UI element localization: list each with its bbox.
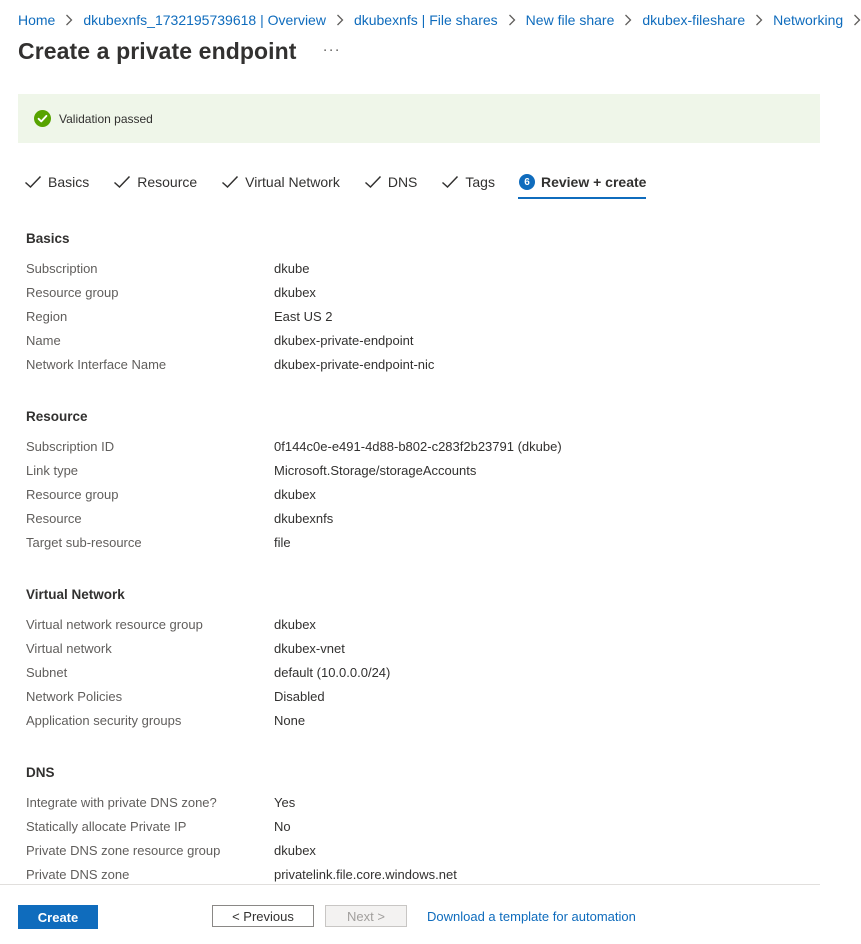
download-template-link[interactable]: Download a template for automation (427, 909, 636, 924)
create-button[interactable]: Create (18, 905, 98, 929)
row-value: default (10.0.0.0/24) (274, 665, 391, 680)
row-label: Statically allocate Private IP (26, 819, 187, 834)
tab-label: Tags (465, 174, 495, 190)
row-label: Private DNS zone resource group (26, 843, 221, 858)
row-value: None (274, 713, 306, 728)
checkmark-icon (441, 175, 459, 189)
breadcrumb-home[interactable]: Home (18, 12, 56, 28)
row-label: Network Policies (26, 689, 123, 704)
summary-row (26, 709, 390, 733)
previous-button[interactable]: < Previous (212, 905, 314, 927)
summary-row (26, 257, 434, 281)
row-label: Private DNS zone (26, 867, 130, 882)
row-label: Subnet (26, 665, 68, 680)
tab-basics[interactable] (24, 170, 89, 194)
success-check-icon (34, 110, 51, 127)
checkmark-icon (113, 175, 131, 189)
row-label: Resource group (26, 285, 119, 300)
chevron-right-icon (336, 14, 344, 26)
tab-label: Resource (137, 174, 198, 190)
row-value: Yes (274, 795, 296, 810)
summary-row (26, 483, 562, 507)
validation-banner (18, 94, 820, 143)
chevron-right-icon (508, 14, 516, 26)
tab-label: Basics (48, 174, 90, 190)
chevron-right-icon (755, 14, 763, 26)
tab-tags[interactable] (441, 170, 495, 194)
summary-row (26, 791, 457, 815)
tab-label: DNS (387, 174, 418, 190)
summary-row (26, 815, 457, 839)
row-label: Resource group (26, 487, 119, 502)
tab-dns[interactable] (364, 170, 418, 194)
summary-row (26, 281, 434, 305)
row-value: Microsoft.Storage/storageAccounts (274, 463, 477, 478)
breadcrumb-new-file-share[interactable]: New file share (525, 12, 615, 28)
breadcrumb-overview[interactable]: dkubexnfs_1732195739618 | Overview (83, 12, 326, 28)
row-label: Network Interface Name (26, 357, 167, 372)
row-value: privatelink.file.core.windows.net (274, 867, 457, 882)
summary-row (26, 685, 390, 709)
checkmark-icon (221, 175, 239, 189)
page-title: Create a private endpoint (18, 38, 297, 64)
section-basics (26, 225, 434, 377)
tab-resource[interactable] (113, 170, 197, 194)
checkmark-icon (24, 175, 42, 189)
row-value: dkubex (274, 843, 316, 858)
section-title: DNS (26, 765, 55, 780)
summary-row (26, 353, 434, 377)
row-value: dkubexnfs (274, 511, 334, 526)
checkmark-icon (364, 175, 382, 189)
tab-virtual-network[interactable] (221, 170, 340, 194)
row-value: dkubex-vnet (274, 641, 345, 656)
summary-row (26, 305, 434, 329)
row-value: dkubex (274, 617, 316, 632)
chevron-right-icon (65, 14, 73, 26)
row-label: Name (26, 333, 61, 348)
summary-row (26, 613, 390, 637)
summary-row (26, 531, 562, 555)
breadcrumb-fileshare[interactable]: dkubex-fileshare (642, 12, 746, 28)
row-value: Disabled (274, 689, 325, 704)
summary-row (26, 661, 390, 685)
row-value: dkube (274, 261, 310, 276)
step-number-badge: 6 (519, 174, 535, 190)
row-value: 0f144c0e-e491-4d88-b802-c283f2b23791 (dkube) (274, 439, 562, 454)
row-value: dkubex (274, 285, 316, 300)
summary-row (26, 435, 562, 459)
row-label: Application security groups (26, 713, 182, 728)
row-value: dkubex-private-endpoint-nic (274, 357, 435, 372)
breadcrumb (18, 10, 844, 30)
row-value: No (274, 819, 291, 834)
row-label: Subscription (26, 261, 98, 276)
row-label: Region (26, 309, 68, 324)
section-title: Virtual Network (26, 587, 125, 602)
row-value: dkubex (274, 487, 316, 502)
next-button: Next > (325, 905, 407, 927)
section-virtual-network (26, 581, 390, 733)
row-label: Integrate with private DNS zone? (26, 795, 217, 810)
row-value: East US 2 (274, 309, 333, 324)
row-label: Link type (26, 463, 79, 478)
tab-review-create[interactable] (519, 170, 646, 194)
row-label: Virtual network (26, 641, 112, 656)
chevron-right-icon (624, 14, 632, 26)
row-label: Target sub-resource (26, 535, 142, 550)
summary-row (26, 459, 562, 483)
summary-row (26, 637, 390, 661)
tab-label: Virtual Network (245, 174, 340, 190)
row-label: Resource (26, 511, 82, 526)
section-title: Basics (26, 231, 70, 246)
row-label: Subscription ID (26, 439, 115, 454)
wizard-tabs (24, 170, 646, 200)
row-value: file (274, 535, 291, 550)
section-title: Resource (26, 409, 88, 424)
summary-row (26, 839, 457, 863)
footer-action-bar (0, 884, 820, 944)
tab-label: Review + create (540, 174, 647, 190)
summary-row (26, 329, 434, 353)
section-resource (26, 403, 562, 555)
summary-row (26, 507, 562, 531)
breadcrumb-networking[interactable]: Networking (773, 12, 844, 28)
section-dns (26, 759, 457, 887)
row-label: Virtual network resource group (26, 617, 203, 632)
breadcrumb-file-shares[interactable]: dkubexnfs | File shares (353, 12, 498, 28)
title-row (18, 38, 341, 65)
row-value: dkubex-private-endpoint (274, 333, 414, 348)
validation-message: Validation passed (59, 111, 153, 126)
chevron-right-icon (853, 14, 861, 26)
more-options-button[interactable]: ··· (322, 41, 341, 58)
